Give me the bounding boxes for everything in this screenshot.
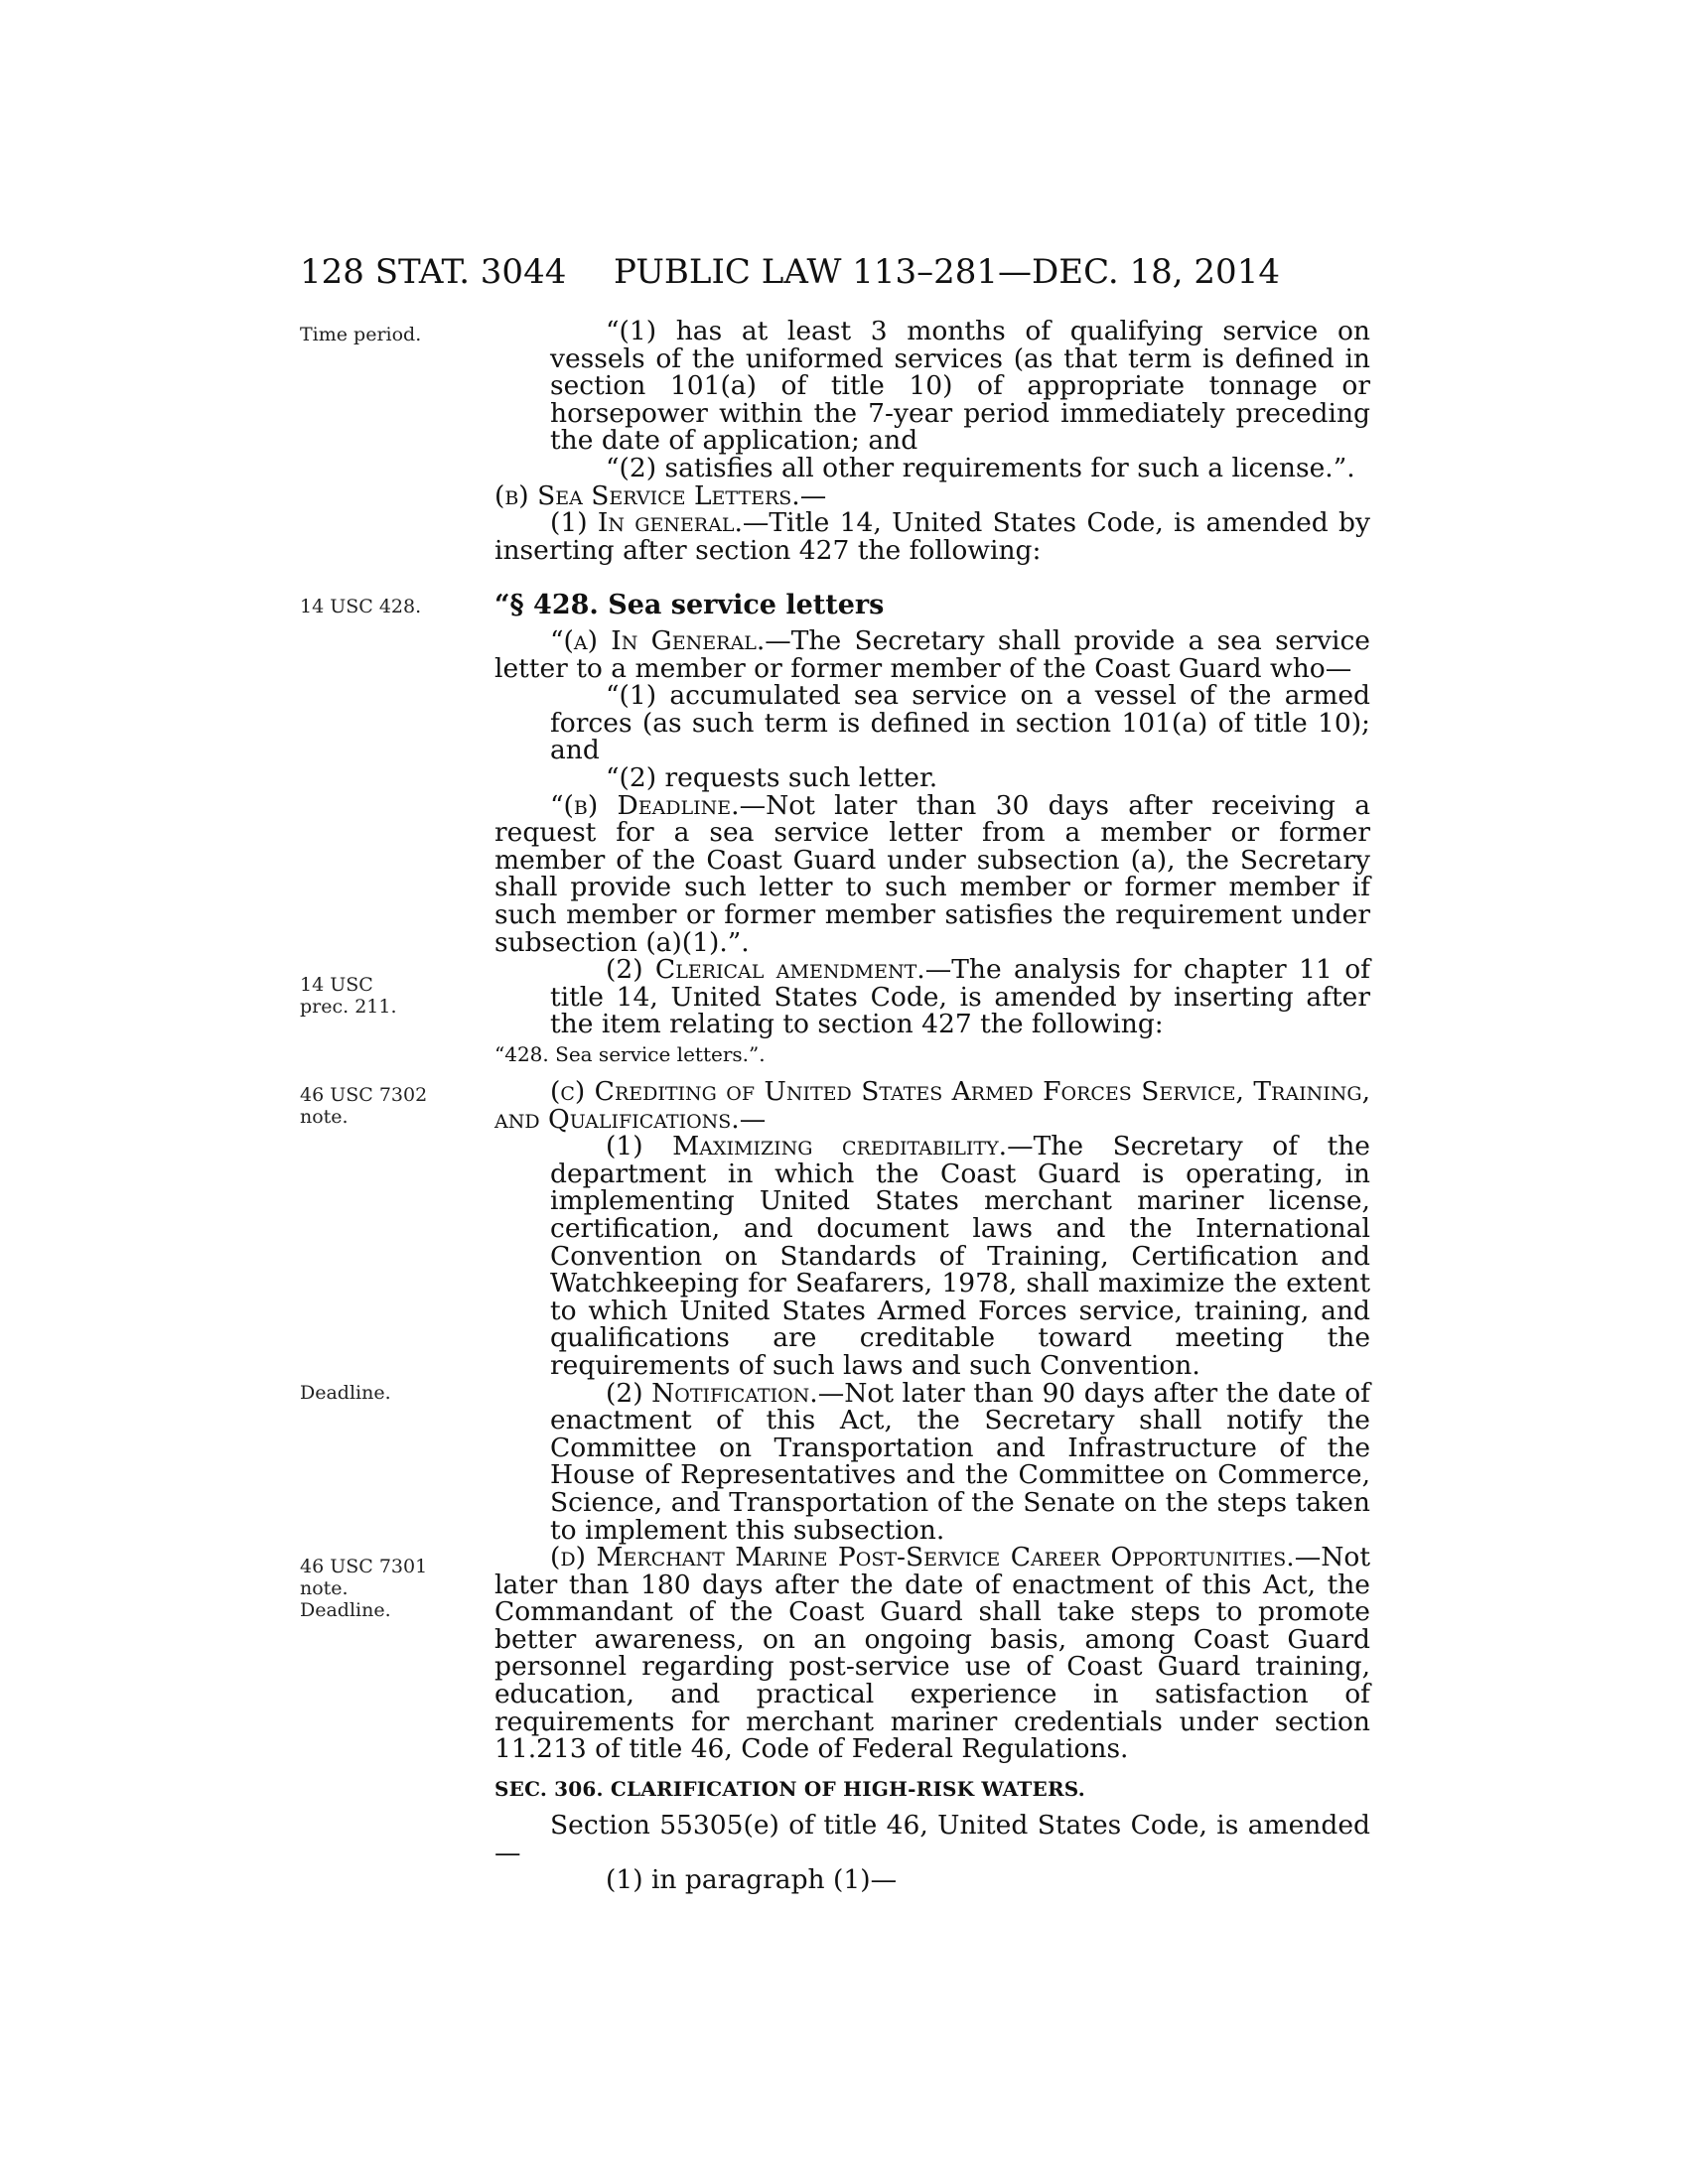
paragraph-c-1	[494, 1133, 1370, 1379]
paragraph-in-general-heading: (1) In general.	[550, 507, 743, 539]
margin-note-time-period: Time period.	[300, 324, 422, 345]
subsection-b-deadline-heading: “(b) Deadline.	[550, 789, 740, 821]
subsection-a-heading: “(a) In General.	[550, 625, 766, 656]
subsection-a-text: —The Secretary shall provide a sea service letter to a member or former member of the Coast Guard who—	[494, 625, 1370, 684]
text-block-section-428	[494, 627, 1370, 1038]
margin-note-deadline: Deadline.	[300, 1382, 391, 1404]
section-306-paragraph: Section 55305(e) of title 46, United States Code, is amended—	[494, 1810, 1370, 1868]
clerical-amendment-text: —The analysis for chapter 11 of title 14, United States Code, is amended by inserting after the item relating to section 427 the following:	[550, 954, 1370, 1040]
paragraph-1-qualifying-service: “(1) has at least 3 months of qualifying service on vessels of the uniformed services (as that term is defined in section 101(a) of title 10) of appropriate tonnage or horsepower within the 7-year period immediately preceding the date of application; and	[550, 316, 1370, 457]
margin-note-line: 46 USC 7301	[300, 1556, 428, 1577]
table-of-sections-item: “428. Sea service letters.”.	[494, 1042, 766, 1066]
public-law-title: PUBLIC LAW 113–281—DEC. 18, 2014	[614, 252, 1280, 292]
subsection-c-heading: (c) Crediting of United States Armed Forces Service, Training, and Qualifications.	[494, 1076, 1370, 1135]
subsection-b-heading	[494, 479, 1370, 511]
text-block-section-306	[494, 1812, 1370, 1894]
margin-note-line: note.	[300, 1577, 349, 1599]
subsection-c-dash: —	[739, 1103, 767, 1135]
section-306-paragraph-1: (1) in paragraph (1)—	[606, 1864, 898, 1896]
paragraph-in-general	[494, 509, 1370, 564]
text-block-crediting	[494, 1078, 1370, 1763]
margin-note-46-usc-7302	[300, 1084, 469, 1128]
subsection-b-title: (b) Sea Service Letters.—	[494, 479, 827, 511]
margin-note-46-usc-7301	[300, 1556, 469, 1621]
subsection-d-heading: (d) Merchant Marine Post-Service Career Opportunities.	[550, 1542, 1295, 1573]
paragraph-c-2-text: —Not later than 90 days after the date of enactment of this Act, the Secretary shall notify the Committee on Transportation and Infrastructure of the House of Representatives and the Committee on Commerce, Science, and Transportation of the Senate on the steps taken to implement this subsection.	[550, 1377, 1370, 1546]
paragraph-in-general-text: —Title 14, United States Code, is amended by inserting after section 427 the following:	[494, 507, 1370, 566]
margin-note-14-usc-428: 14 USC 428.	[300, 596, 422, 617]
subsection-d	[494, 1544, 1370, 1763]
margin-note-line: Deadline.	[300, 1599, 391, 1621]
paragraph-c-2	[494, 1377, 1370, 1546]
paragraph-c-2-heading: (2) Notification.	[606, 1377, 818, 1409]
section-306-heading: SEC. 306. CLARIFICATION OF HIGH-RISK WATERS.	[494, 1777, 1085, 1801]
margin-note-line: 14 USC	[300, 974, 373, 996]
clerical-amendment	[494, 956, 1370, 1038]
subsection-b	[494, 789, 1370, 958]
margin-note-14-usc-prec-211	[300, 974, 469, 1018]
clerical-amendment-heading: (2) Clerical amendment.	[606, 954, 925, 986]
subsection-d-text: —Not later than 180 days after the date of enactment of this Act, the Commandant of the Coast Guard shall take steps to promote better awareness, on an ongoing basis, among Coast Guard personnel regarding post-service use of Coast Guard training, education, and practical experience in satisfaction of requirements for merchant mariner credentials under section 11.213 of title 46, Code of Federal Regulations.	[494, 1542, 1370, 1765]
statute-page-number: 128 STAT. 3044	[300, 252, 567, 292]
subsection-a-2: “(2) requests such letter.	[606, 761, 938, 793]
subsection-b-text: —Not later than 30 days after receiving a request for a sea service letter from a member or former member of the Coast Guard under subsection (a), the Secretary shall provide such letter to such member or former member if such member or former member satisfies the requirement under subsection (a)(1).”.	[494, 789, 1370, 958]
text-block-license	[494, 318, 1370, 564]
subsection-a	[494, 627, 1370, 682]
subsection-a-1: “(1) accumulated sea service on a vessel of the armed forces (as such term is defined in section 101(a) of title 10); and	[550, 680, 1370, 766]
margin-note-line: note.	[300, 1106, 349, 1128]
subsection-c	[494, 1078, 1370, 1133]
paragraph-c-1-heading: (1) Maximizing creditability.	[606, 1131, 1008, 1162]
section-428-heading: “§ 428. Sea service letters	[494, 590, 885, 620]
paragraph-c-1-text: —The Secretary of the department in which the Coast Guard is operating, in implementing United States merchant mariner license, certification, and document laws and the International Convention on Standards of Training, Certification and Watchkeeping for Seafarers, 1978, shall maximize the extent to which United States Armed Forces service, training, and qualifications are creditable toward meeting the requirements of such laws and such Convention.	[550, 1131, 1370, 1381]
margin-note-line: prec. 211.	[300, 996, 397, 1018]
paragraph-2-other-requirements: “(2) satisfies all other requirements for such a license.”.	[606, 452, 1355, 483]
margin-note-line: 46 USC 7302	[300, 1084, 428, 1106]
